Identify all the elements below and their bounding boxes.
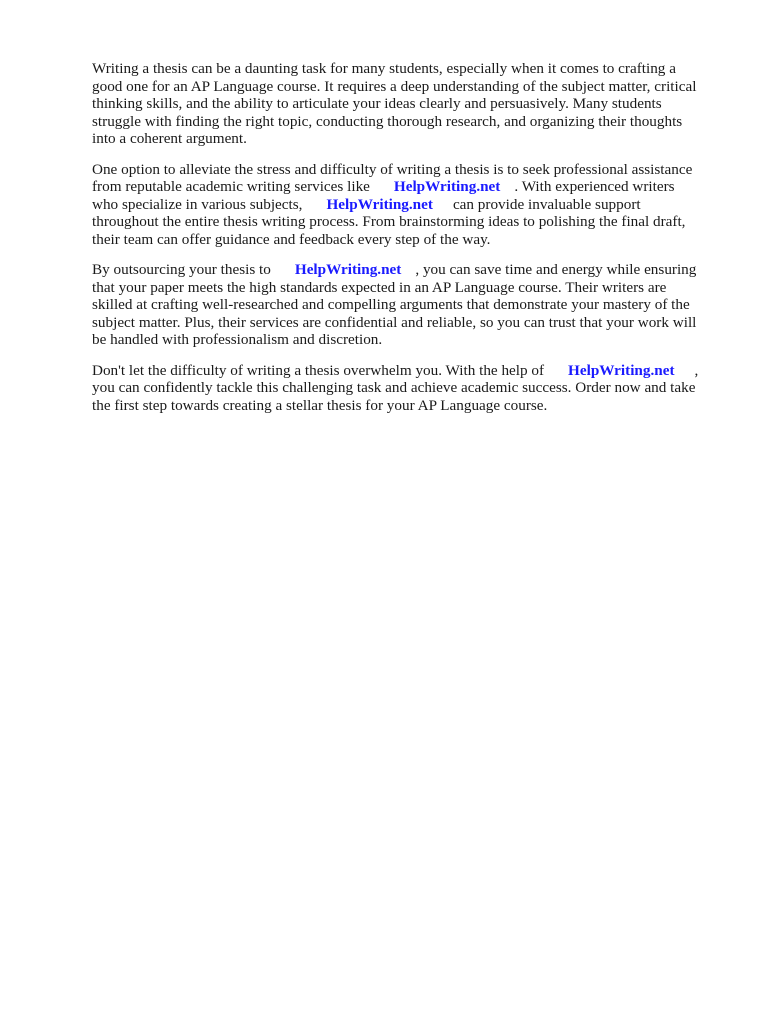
text-line: their team can offer guidance and feedback every step of the way. [92, 230, 491, 248]
text-line: be handled with professionalism and discretion. [92, 331, 383, 348]
text-segment: Don't let the difficulty of writing a thesis overwhelm you. With the help of [92, 361, 545, 379]
text-segment: can provide invaluable support [452, 195, 641, 213]
paragraph-call-to-action [92, 362, 722, 415]
text-line [92, 261, 722, 279]
helpwriting-link[interactable]: HelpWriting.net [568, 361, 675, 379]
helpwriting-link[interactable]: HelpWriting.net [294, 261, 402, 278]
text-segment: By outsourcing your thesis to [92, 261, 271, 278]
text-line: that your paper meets the high standards expected in an AP Language course. Their writers are [92, 278, 667, 296]
text-line: skilled at crafting well-researched and compelling arguments that demonstrate your mastery of the [92, 296, 690, 313]
helpwriting-link[interactable]: HelpWriting.net [393, 178, 501, 195]
text-line: good one for an AP Language course. It requires a deep understanding of the subject matter, critical [92, 77, 697, 95]
text-line: Writing a thesis can be a daunting task for many students, especially when it comes to crafting a [92, 60, 676, 77]
text-segment: , you can save time and energy while ensuring [415, 261, 697, 278]
text-line [92, 362, 722, 380]
text-segment: , [694, 361, 699, 379]
paragraph-professional-assistance [92, 161, 722, 249]
text-line: thinking skills, and the ability to articulate your ideas clearly and persuasively. Many students [92, 95, 662, 112]
text-line: One option to alleviate the stress and difficulty of writing a thesis is to seek professional assistance [92, 160, 693, 178]
paragraph-intro [92, 60, 722, 148]
text-line: you can confidently tackle this challenging task and achieve academic success. Order now and take [92, 379, 696, 396]
text-segment: . With experienced writers [514, 178, 675, 195]
text-line: throughout the entire thesis writing process. From brainstorming ideas to polishing the final draft, [92, 213, 686, 230]
text-segment: from reputable academic writing services like [92, 178, 370, 195]
text-line [92, 196, 722, 214]
helpwriting-link[interactable]: HelpWriting.net [326, 195, 433, 213]
text-line: subject matter. Plus, their services are confidential and reliable, so you can trust that your work will [92, 313, 697, 331]
text-line: struggle with finding the right topic, conducting thorough research, and organizing their thoughts [92, 112, 683, 130]
text-line [92, 178, 722, 196]
document-body [92, 60, 722, 427]
text-line: the first step towards creating a stellar thesis for your AP Language course. [92, 396, 548, 414]
paragraph-outsourcing [92, 261, 722, 349]
text-segment: who specialize in various subjects, [92, 195, 303, 213]
text-line: into a coherent argument. [92, 130, 247, 147]
